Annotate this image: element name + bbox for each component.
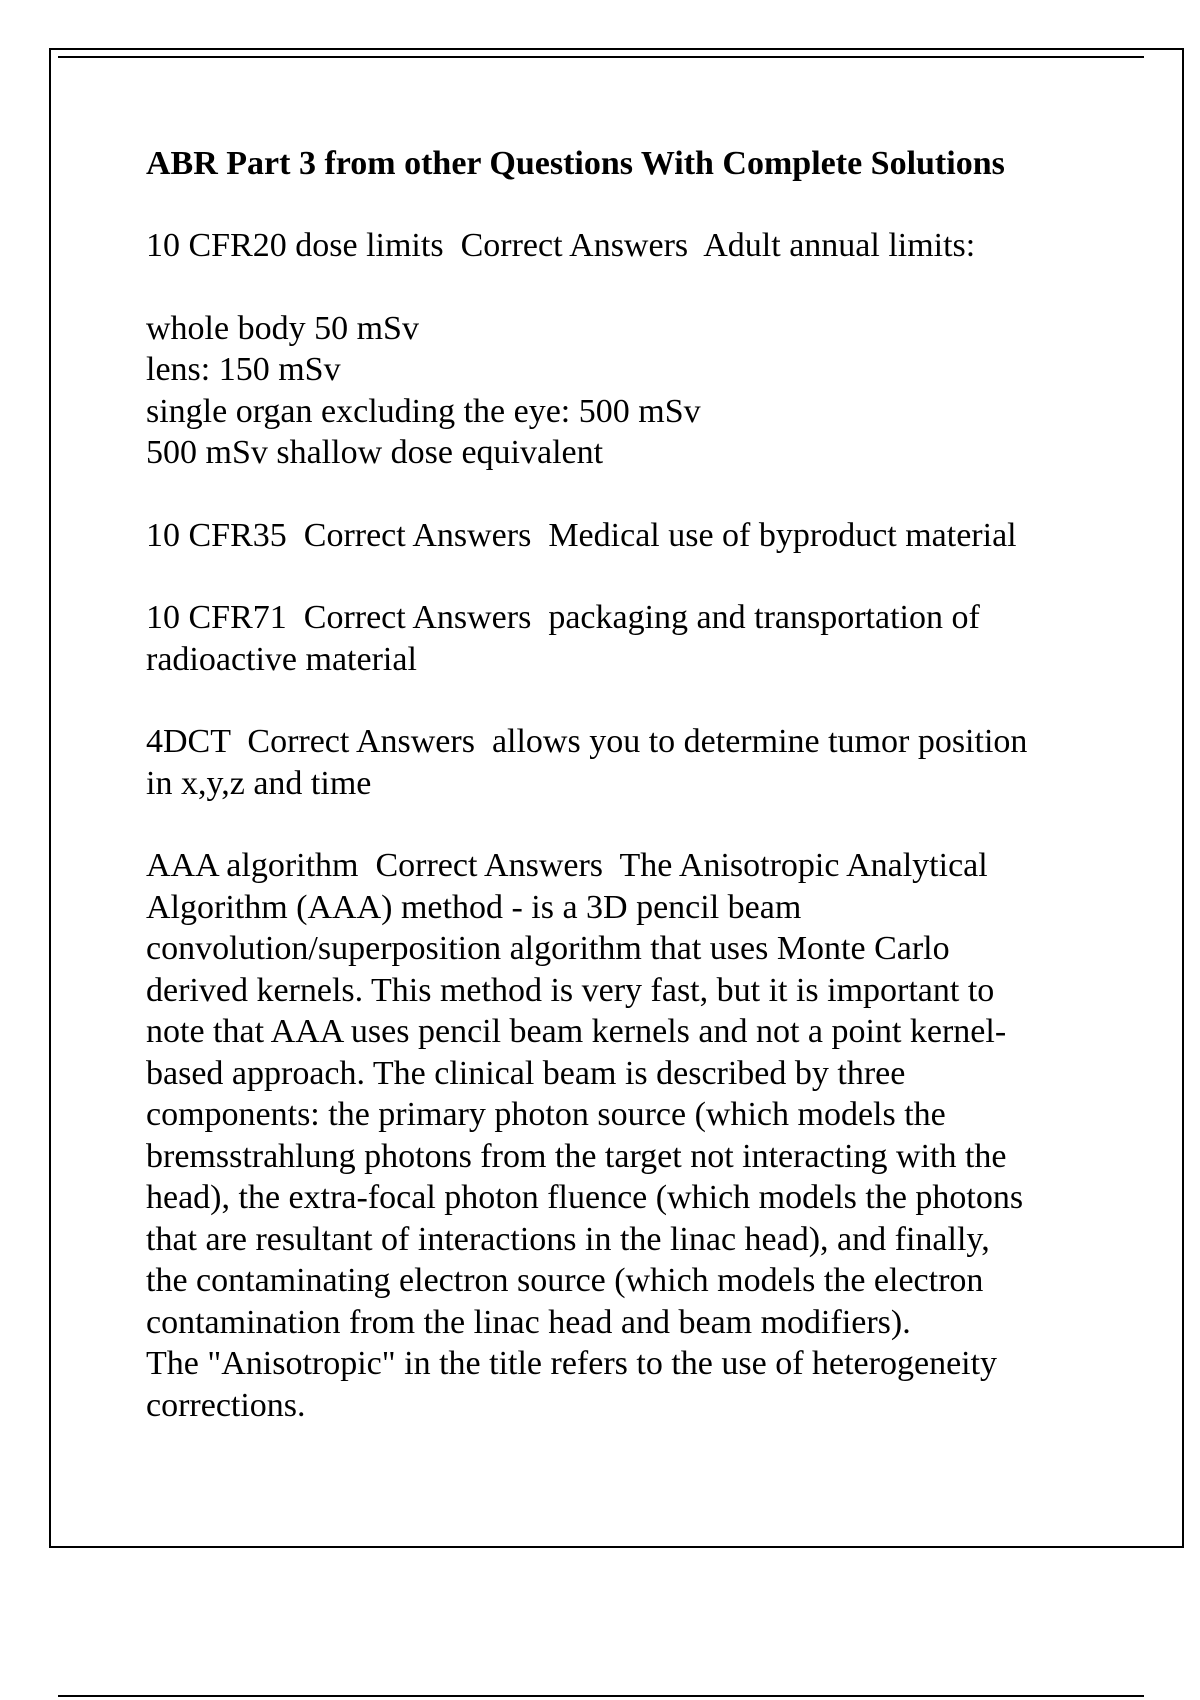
entry-term: 4DCT: [146, 723, 231, 760]
entry-answer: packaging and transportation of radioactive material: [146, 599, 980, 678]
header-rule: [58, 56, 1144, 58]
qa-entry-10cfr20: [146, 225, 1106, 474]
entry-term: AAA algorithm: [146, 847, 359, 884]
entry-separator: Correct Answers: [460, 226, 689, 264]
entry-term: 10 CFR71: [146, 599, 287, 636]
entry-answer: Medical use of byproduct material: [548, 516, 1017, 554]
entry-term: 10 CFR20 dose limits: [146, 226, 444, 264]
entry-separator: Correct Answers: [375, 847, 604, 884]
entry-answer: allows you to determine tumor position in x,y,z and time: [146, 723, 1028, 802]
entry-separator: Correct Answers: [303, 599, 532, 636]
footer-rule: [58, 1695, 1144, 1697]
entry-term: 10 CFR35: [146, 516, 287, 554]
qa-entry-4dct: [146, 721, 1106, 804]
qa-entry-10cfr35: [146, 515, 1106, 557]
qa-entry-aaa-algorithm: [146, 845, 1106, 1426]
entry-answer: The Anisotropic Analytical Algorithm (AAA) method - is a 3D pencil beam convolution/superposition algorithm that uses Monte Carlo derived kernels. This method is very fast, but it is important to note that AAA uses pencil beam kernels and not a point kernel- based approach. The clinical beam is described by three components: the primary photon source (which models the bremsstrahlung photons from the target not interacting with the head), the extra-focal photon fluence (which models the photons that are resultant of interactions in the linac head), and finally, the contaminating electron source (which models the electron contamination from the linac head and beam modifiers). The "Anisotropic" in the title refers to the use of heterogeneity corrections.: [146, 847, 1024, 1424]
document-title: ABR Part 3 from other Questions With Complete Solutions: [146, 145, 1005, 182]
entry-answer: Adult annual limits: whole body 50 mSv lens: 150 mSv single organ excluding the eye: 500 mSv 500 mSv shallow dose equivalent: [146, 226, 976, 471]
entry-separator: Correct Answers: [247, 723, 475, 760]
qa-entry-10cfr71: [146, 597, 1106, 680]
document-body: [146, 143, 1106, 1467]
entry-separator: Correct Answers: [303, 516, 532, 554]
